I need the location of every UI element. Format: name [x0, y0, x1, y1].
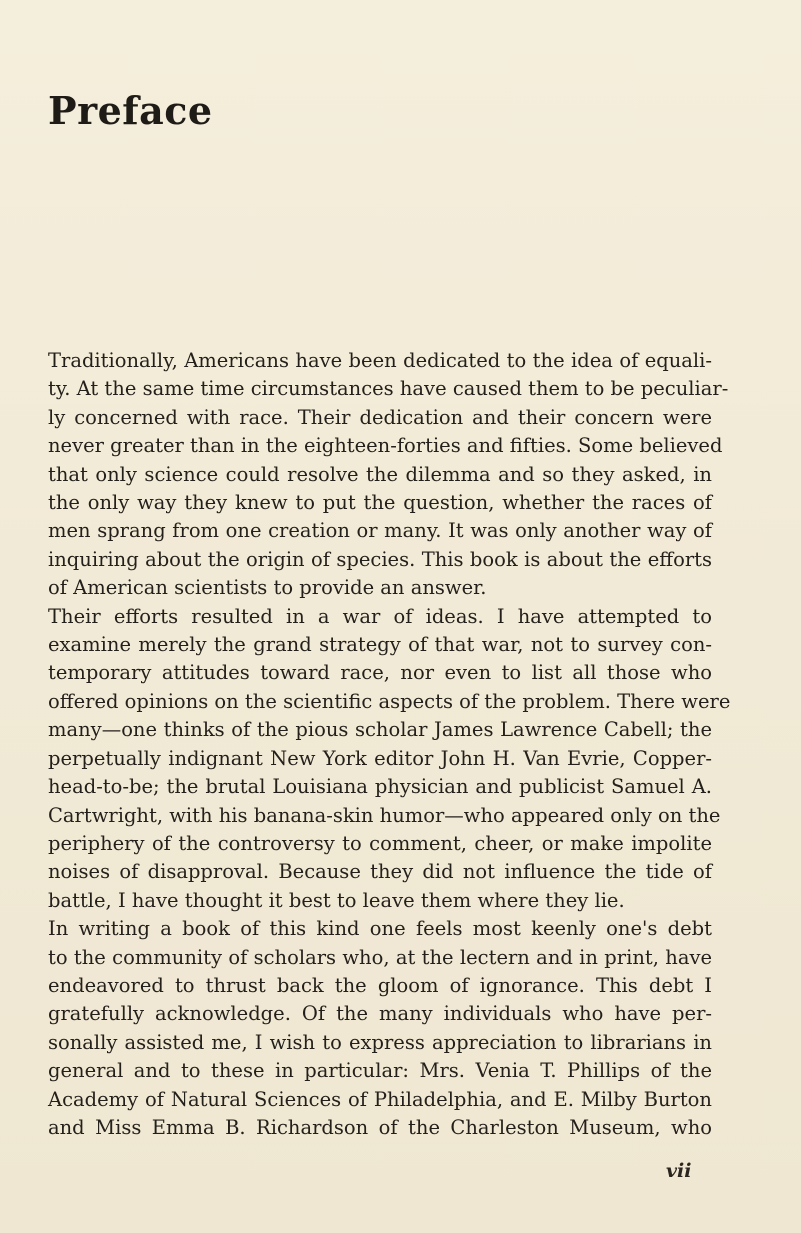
text-line: periphery of the controversy to comment, cheer, or make impolite [48, 831, 712, 855]
page-title: Preface [48, 88, 213, 133]
text-line: inquiring about the origin of species. This book is about the efforts [48, 547, 712, 571]
text-line: and Miss Emma B. Richardson of the Charleston Museum, who [48, 1115, 712, 1139]
text-line: the only way they knew to put the question, whether the races of [48, 491, 712, 515]
page-number: vii [666, 1160, 692, 1182]
paragraph-3 [48, 915, 712, 1142]
text-line: perpetually indignant New York editor John H. Van Evrie, Copper- [48, 746, 712, 770]
text-line: offered opinions on the scientific aspects of the problem. There were [48, 689, 731, 713]
text-line: to the community of scholars who, at the lectern and in print, have [48, 945, 712, 969]
text-line: ly concerned with race. Their dedication and their concern were [48, 405, 712, 429]
text-line: that only science could resolve the dilemma and so they asked, in [48, 462, 712, 486]
text-line: head-to-be; the brutal Louisiana physician and publicist Samuel A. [48, 775, 712, 799]
text-line: never greater than in the eighteen-forties and fifties. Some believed [48, 434, 723, 458]
text-line: gratefully acknowledge. Of the many individuals who have per- [48, 1002, 712, 1026]
text-line: battle, I have thought it best to leave them where they lie. [48, 888, 625, 912]
text-line: noises of disapproval. Because they did not influence the tide of [48, 860, 712, 884]
text-line: Traditionally, Americans have been dedicated to the idea of equali- [48, 349, 712, 372]
text-line: Their efforts resulted in a war of ideas. I have attempted to [48, 604, 712, 628]
text-line: general and to these in particular: Mrs. Venia T. Phillips of the [48, 1059, 712, 1083]
paragraph-1 [48, 347, 729, 603]
text-line: temporary attitudes toward race, nor even to list all those who [48, 661, 712, 685]
text-line: ty. At the same time circumstances have caused them to be peculiar- [48, 377, 729, 401]
text-line: Academy of Natural Sciences of Philadelphia, and E. Milby Burton [48, 1087, 712, 1111]
paragraph-2 [48, 603, 731, 915]
text-line: In writing a book of this kind one feels most keenly one's debt [48, 917, 712, 941]
text-line: of American scientists to provide an answer. [48, 576, 487, 600]
text-line: men sprang from one creation or many. It was only another way of [48, 519, 712, 543]
text-line: examine merely the grand strategy of that war, not to survey con- [48, 633, 712, 657]
body-text [48, 347, 731, 1142]
text-line: endeavored to thrust back the gloom of ignorance. This debt I [48, 973, 712, 997]
text-line: Cartwright, with his banana-skin humor—who appeared only on the [48, 803, 721, 827]
text-line: sonally assisted me, I wish to express appreciation to librarians in [48, 1030, 712, 1054]
text-line: many—one thinks of the pious scholar James Lawrence Cabell; the [48, 718, 712, 742]
